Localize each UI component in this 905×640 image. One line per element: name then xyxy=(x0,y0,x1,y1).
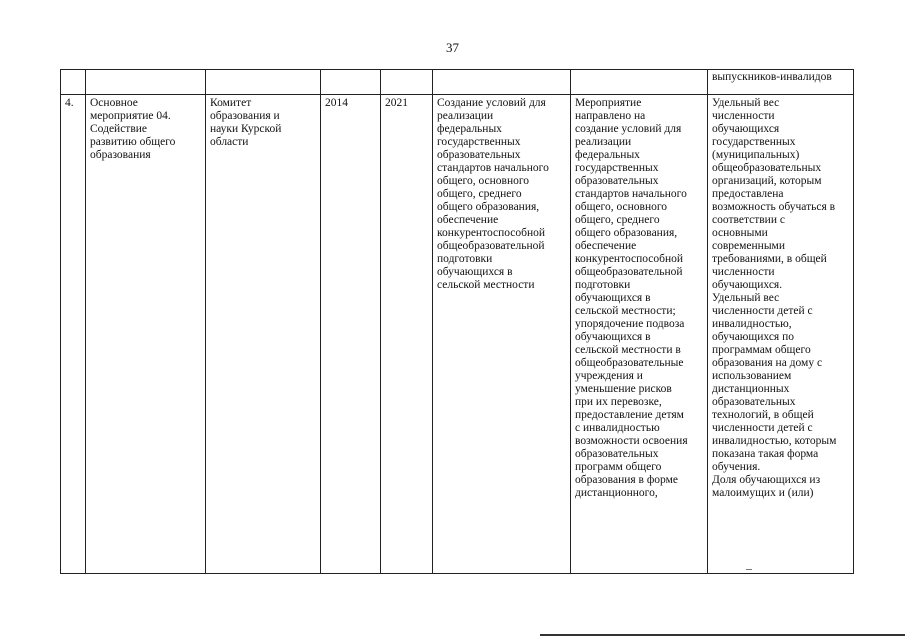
table-row-continuation xyxy=(61,70,854,95)
indicators: Удельный вес численности обучающихся государственных (муниципальных) общеобразовательных организаций, которым предоставлена возможность обучаться в соответствии с основными современными требованиями, в общей численности обучающихся. Удельный вес численности детей с инвалидностью, обучающихся по программам общего образования на дому с использованием дистанционных образовательных технологий, в общей численности детей с инвалидностью, которым показана такая форма обучения. Доля обучающихся из малоимущих и (или) xyxy=(708,95,854,574)
table-cell xyxy=(381,70,433,95)
table-cell xyxy=(86,70,206,95)
end-year: 2021 xyxy=(381,95,433,574)
start-year: 2014 xyxy=(321,95,381,574)
table-cell xyxy=(321,70,381,95)
table-cell xyxy=(433,70,571,95)
table-row-activity-4 xyxy=(61,95,854,574)
scan-artifact xyxy=(746,569,752,570)
main-directions: Мероприятие направлено на создание условий для реализации федеральных государственных образовательных стандартов начального общего, основного общего, среднего общего образования, обеспечение конкурентоспособной общеобразовательной подготовки обучающихся в сельской местности; упорядочение подвоза обучающихся в сельской местности в общеобразовательные учреждения и уменьшение рисков при их перевозке, предоставление детям с инвалидностью возможности освоения образовательных программ общего образования в форме дистанционного, xyxy=(571,95,708,574)
expected-result: Создание условий для реализации федеральных государственных образовательных стандартов начального общего, основного общего, среднего общего образования, обеспечение конкурентоспособной общеобразовательной подготовки обучающихся в сельской местности xyxy=(433,95,571,574)
table-cell-indicators-continuation: выпускников-инвалидов xyxy=(708,70,854,95)
page-number: 37 xyxy=(446,40,459,55)
program-table xyxy=(60,69,854,574)
row-number: 4. xyxy=(61,95,86,574)
table-cell xyxy=(206,70,321,95)
activity-name: Основное мероприятие 04. Содействие развитию общего образования xyxy=(86,95,206,574)
responsible-executor: Комитет образования и науки Курской области xyxy=(206,95,321,574)
scan-edge-line xyxy=(540,634,905,636)
table-cell xyxy=(571,70,708,95)
table-cell xyxy=(61,70,86,95)
